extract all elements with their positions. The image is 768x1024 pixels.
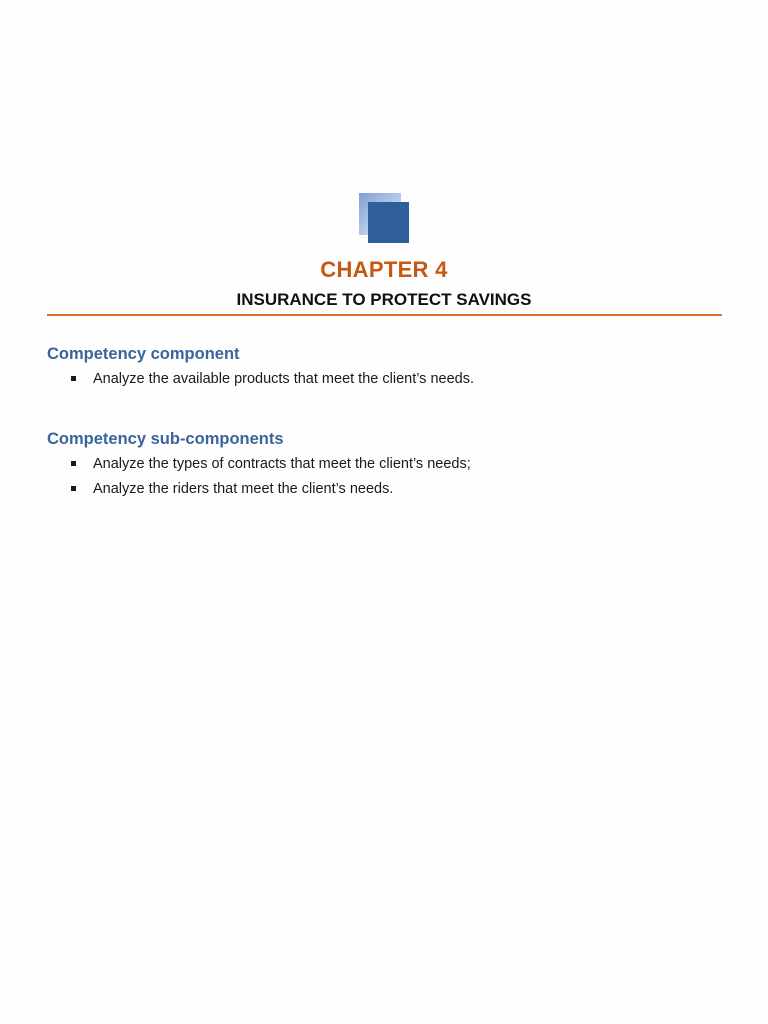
list-item-text: Analyze the riders that meet the client’s needs. (93, 481, 394, 497)
competency-sub-components-list (70, 452, 471, 502)
chapter-title: INSURANCE TO PROTECT SAVINGS (236, 290, 532, 309)
header-divider (47, 314, 722, 316)
competency-component-heading: Competency component (47, 345, 240, 363)
bullet-icon (71, 486, 76, 491)
bullet-icon (71, 376, 76, 381)
logo-front-square (368, 202, 409, 243)
chapter-label: CHAPTER 4 (320, 257, 448, 282)
competency-component-list (70, 367, 474, 392)
bullet-icon (71, 461, 76, 466)
list-item (70, 452, 471, 477)
list-item-text: Analyze the types of contracts that meet the client’s needs; (93, 456, 471, 472)
list-item-text: Analyze the available products that meet the client’s needs. (93, 371, 474, 387)
competency-sub-components-heading: Competency sub-components (47, 430, 284, 448)
stacked-squares-icon (359, 193, 411, 245)
list-item (70, 367, 474, 392)
list-item (70, 477, 471, 502)
